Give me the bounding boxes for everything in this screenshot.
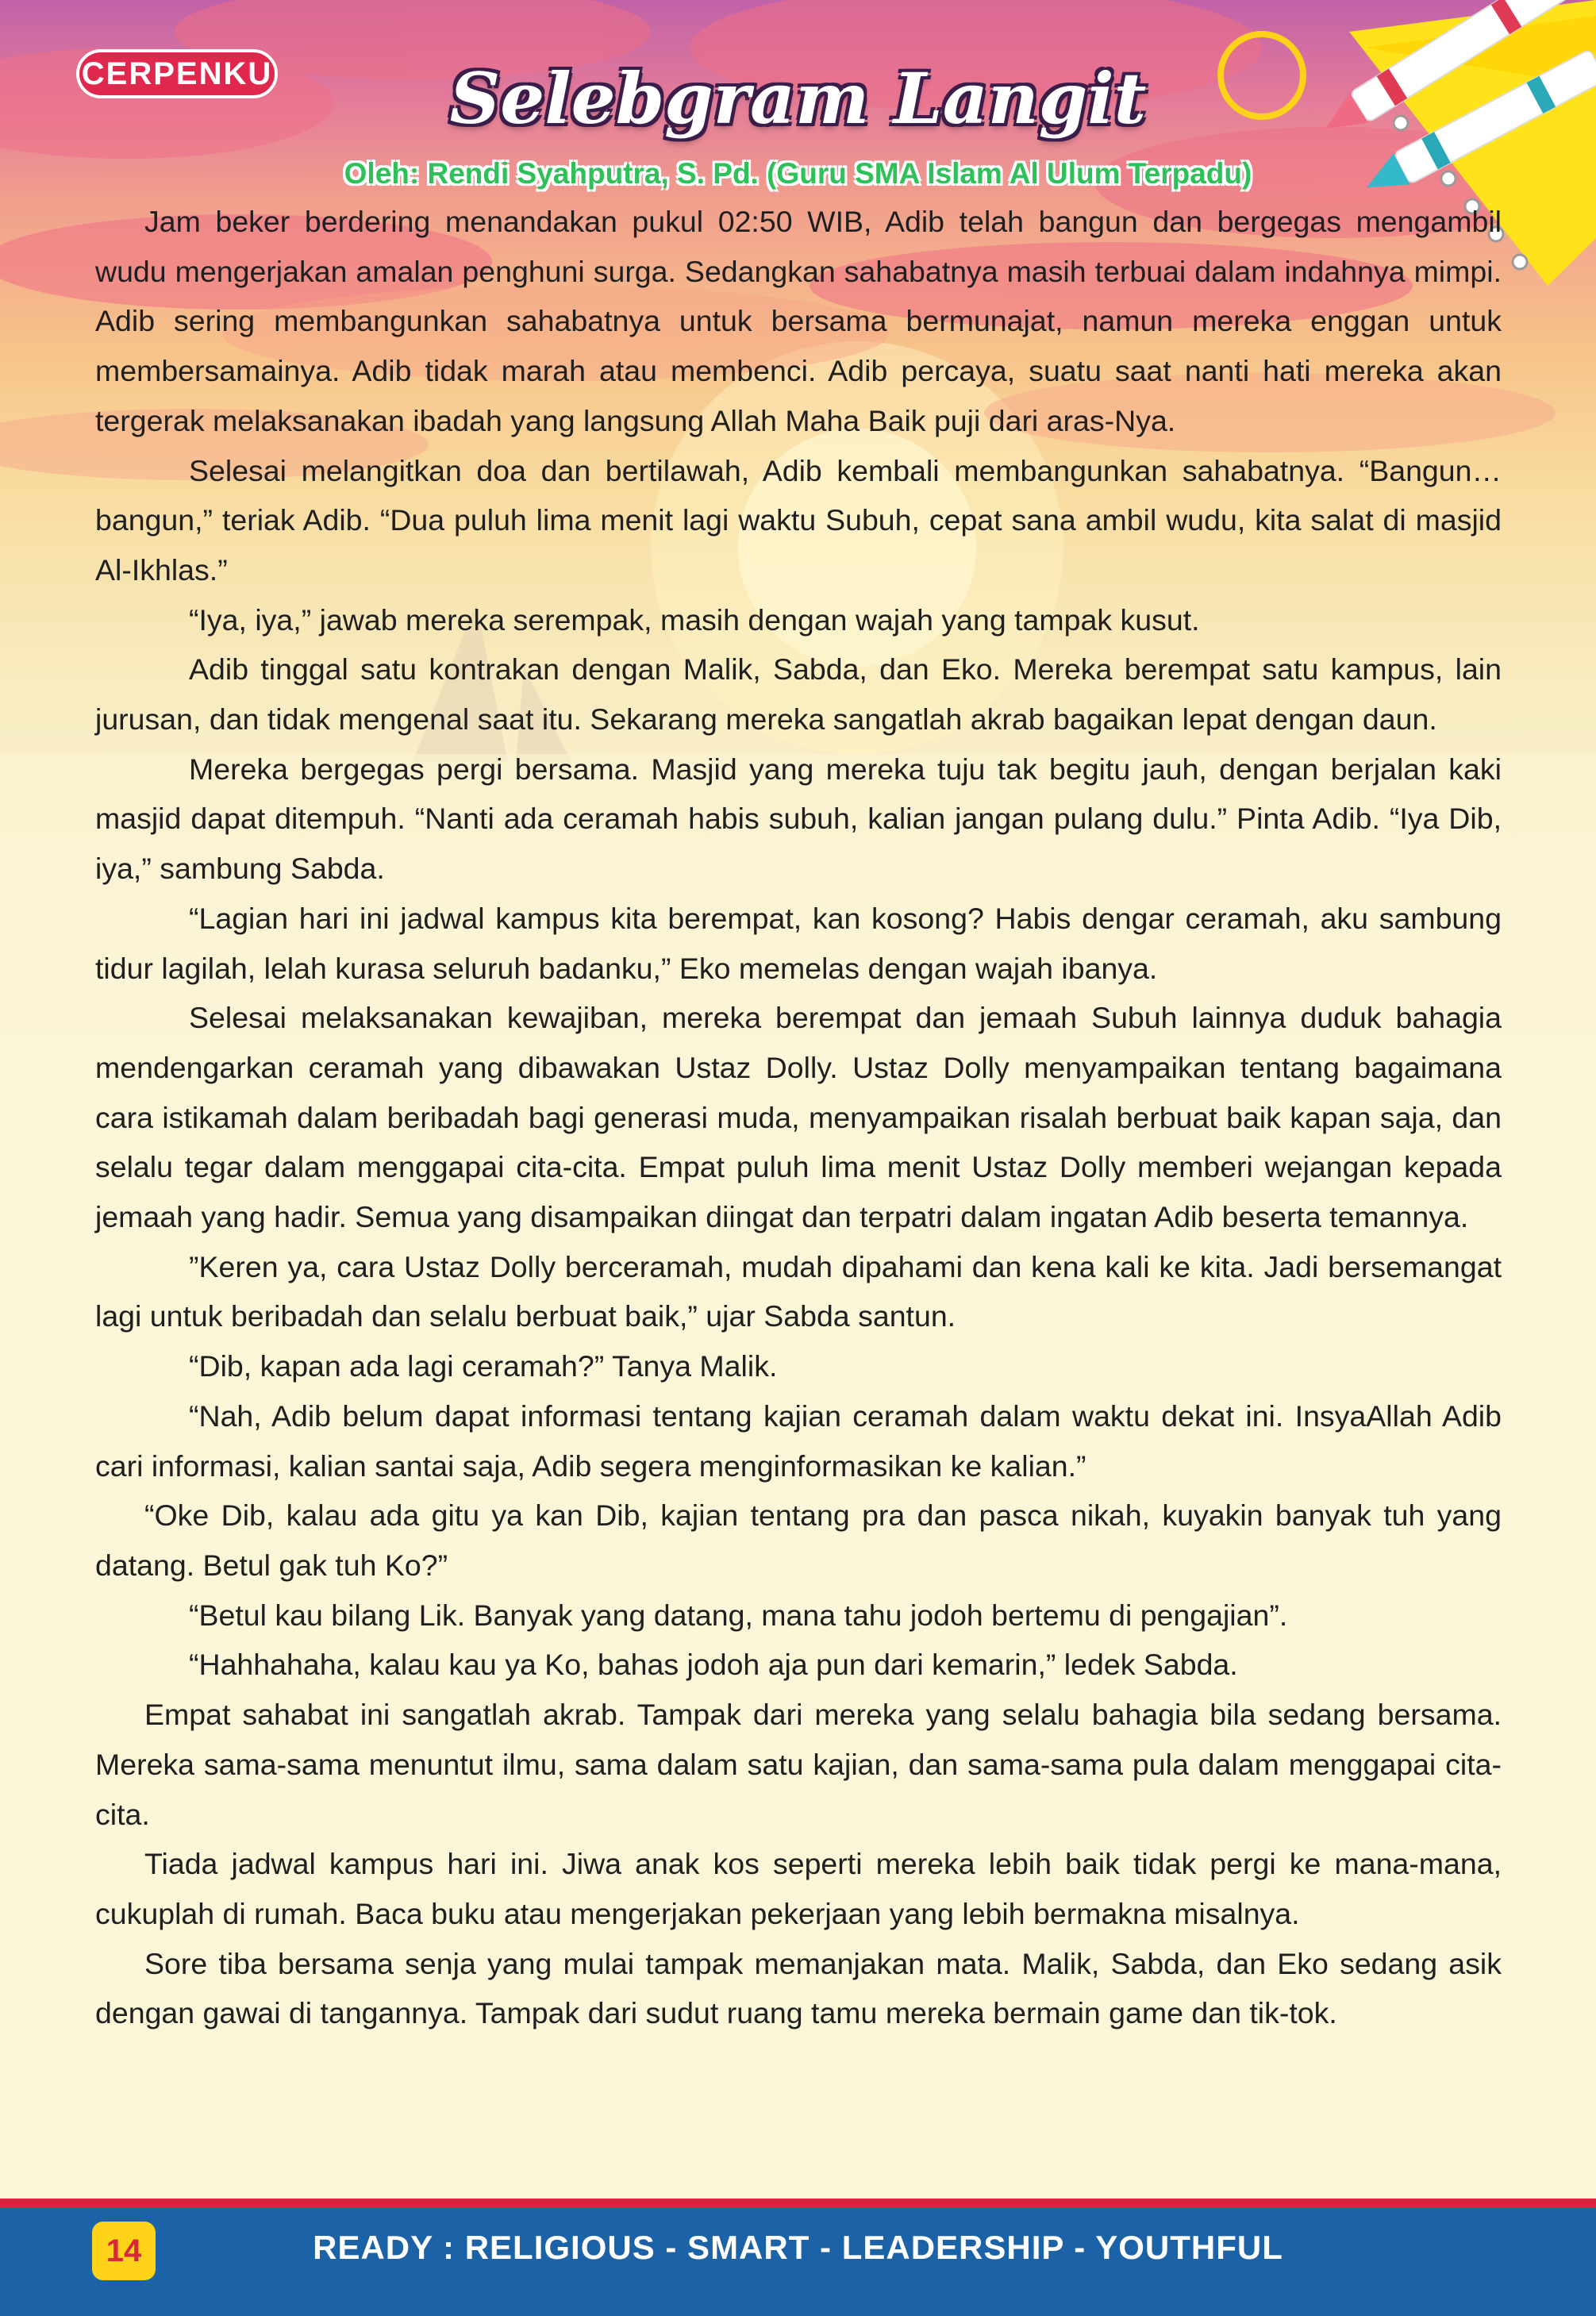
story-paragraph: ”Keren ya, cara Ustaz Dolly berceramah, mudah dipahami dan kena kali ke kita. Jadi bersemangat lagi untuk beribadah dan selalu berbuat baik,” ujar Sabda santun. bbox=[95, 1249, 1502, 1333]
circle-ornament bbox=[1221, 34, 1303, 117]
story-body bbox=[95, 197, 1502, 2038]
story-paragraph: “Iya, iya,” jawab mereka serempak, masih dengan wajah yang tampak kusut. bbox=[189, 602, 1200, 637]
footer-stripe bbox=[0, 2199, 1596, 2208]
story-paragraph: “Lagian hari ini jadwal kampus kita berempat, kan kosong? Habis dengar ceramah, aku sambung tidur lagilah, lelah kurasa seluruh badanku,” Eko memelas dengan wajah ibanya. bbox=[95, 901, 1502, 985]
story-paragraph: Jam beker berdering menandakan pukul 02:50 WIB, Adib telah bangun dan bergegas mengambil wudu mengerjakan amalan penghuni surga. Sedangkan sahabatnya masih terbuai dalam indahnya mimpi. Adib sering membangunkan sahabatnya untuk bersama bermunajat, namun mereka enggan untuk membersamainya. Adib tidak marah atau membenci. Adib percaya, suatu saat nanti hati mereka akan tergerak melaksanakan ibadah yang langsung Allah Maha Baik puji dari aras-Nya. bbox=[95, 205, 1502, 437]
story-paragraph: “Nah, Adib belum dapat informasi tentang kajian ceramah dalam waktu dekat ini. InsyaAllah Adib cari informasi, kalian santai saja, Adib segera menginformasikan ke kalian.” bbox=[95, 1398, 1502, 1483]
article-title: Selebgram Langit bbox=[449, 57, 1147, 140]
story-paragraph: “Oke Dib, kalau ada gitu ya kan Dib, kajian tentang pra dan pasca nikah, kuyakin banyak tuh yang datang. Betul gak tuh Ko?” bbox=[95, 1498, 1502, 1582]
story-paragraph: Selesai melaksanakan kewajiban, mereka berempat dan jemaah Subuh lainnya duduk bahagia mendengarkan ceramah yang dibawakan Ustaz Dolly. Ustaz Dolly menyampaikan tentang bagaimana cara istikamah dalam beribadah bagi generasi muda, menyampaikan risalah berbuat baik kapan saja, dan selalu tegar dalam menggapai cita-cita. Empat puluh lima menit Ustaz Dolly memberi wejangan kepada jemaah yang hadir. Semua yang disampaikan diingat dan terpatri dalam ingatan Adib beserta temannya. bbox=[95, 1001, 1502, 1234]
story-paragraph: Sore tiba bersama senja yang mulai tampak memanjakan mata. Malik, Sabda, dan Eko sedang asik dengan gawai di tangannya. Tampak dari sudut ruang tamu mereka bermain game dan tik-tok. bbox=[95, 1946, 1502, 2030]
page-number: 14 bbox=[92, 2222, 156, 2280]
story-paragraph: “Hahhahaha, kalau kau ya Ko, bahas jodoh aja pun dari kemarin,” ledek Sabda. bbox=[189, 1648, 1238, 1682]
story-paragraph: Adib tinggal satu kontrakan dengan Malik, Sabda, dan Eko. Mereka berempat satu kampus, lain jurusan, dan tidak mengenal saat itu. Sekarang mereka sangatlah akrab bagaikan lepat dengan daun. bbox=[95, 652, 1502, 737]
story-paragraph: Mereka bergegas pergi bersama. Masjid yang mereka tuju tak begitu jauh, dengan berjalan kaki masjid dapat ditempuh. “Nanti ada ceramah habis subuh, kalian jangan pulang dulu.” Pinta Adib. “Iya Dib, iya,” sambung Sabda. bbox=[95, 752, 1502, 886]
story-paragraph: “Dib, kapan ada lagi ceramah?” Tanya Malik. bbox=[189, 1349, 778, 1383]
footer-slogan: READY : RELIGIOUS - SMART - LEADERSHIP - YOUTHFUL bbox=[313, 2229, 1283, 2266]
story-paragraph: Empat sahabat ini sangatlah akrab. Tampak dari mereka yang selalu bahagia bila sedang bersama. Mereka sama-sama menuntut ilmu, sama dalam satu kajian, dan sama-sama pula dalam menggapai cita-cita. bbox=[95, 1698, 1502, 1831]
author-byline: Oleh: Rendi Syahputra, S. Pd. (Guru SMA Islam Al Ulum Terpadu) bbox=[344, 157, 1252, 190]
section-badge: CERPENKU bbox=[76, 49, 278, 98]
story-paragraph: Selesai melangitkan doa dan bertilawah, Adib kembali membangunkan sahabatnya. “Bangun…bangun,” teriak Adib. “Dua puluh lima menit lagi waktu Subuh, cepat sana ambil wudu, kita salat di masjid Al-Ikhlas.” bbox=[95, 453, 1502, 587]
story-paragraph: Tiada jadwal kampus hari ini. Jiwa anak kos seperti mereka lebih baik tidak pergi ke mana-mana, cukuplah di rumah. Baca buku atau mengerjakan pekerjaan yang lebih bermakna misalnya. bbox=[95, 1847, 1502, 1930]
story-paragraph: “Betul kau bilang Lik. Banyak yang datang, mana tahu jodoh bertemu di pengajian”. bbox=[189, 1598, 1288, 1632]
